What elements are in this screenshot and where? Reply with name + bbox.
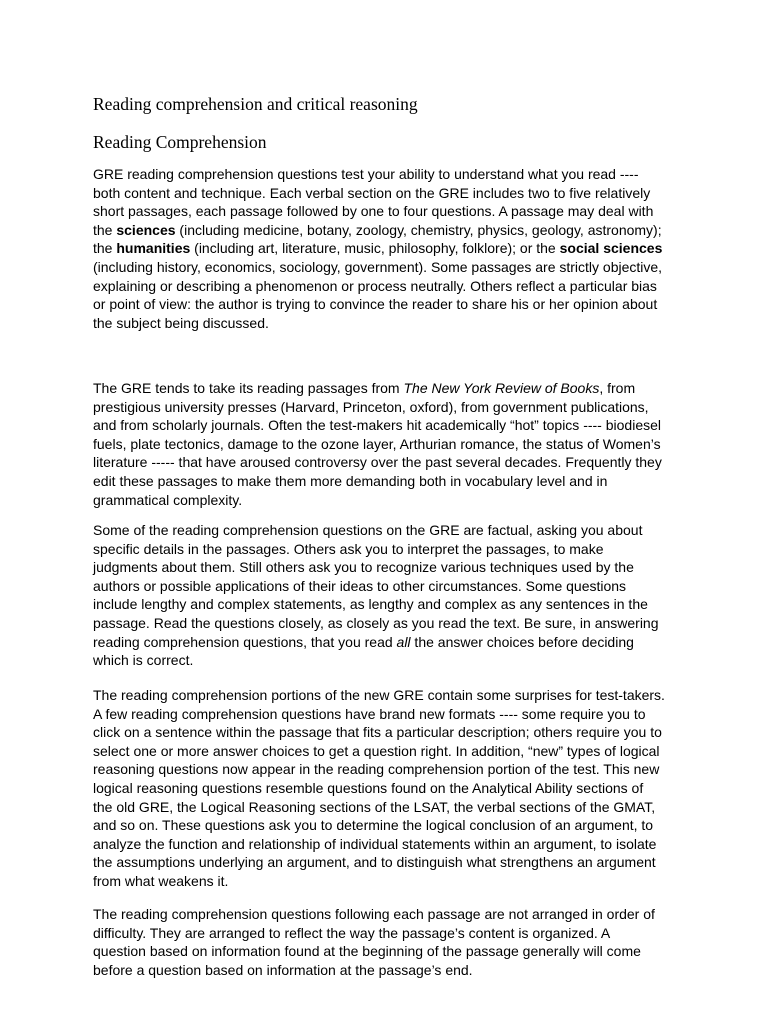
text-line: and so on. These questions ask you to determine the logical conclusion of an argument, to [93, 817, 654, 834]
text-run: (including medicine, botany, zoology, chemistry, physics, geology, astronomy); [175, 221, 662, 238]
text-line: or point of view: the author is trying to convince the reader to share his or her opinion about [93, 296, 658, 313]
italic-emphasis: all [396, 633, 411, 650]
text-line: edit these passages to make them more demanding both in vocabulary level and in [93, 472, 608, 489]
text-line: The reading comprehension portions of the new GRE contain some surprises for test-takers. [93, 687, 665, 703]
text-line: question based on information found at the beginning of the passage generally will come [93, 943, 641, 960]
text-run: reading comprehension questions, that you read [93, 633, 397, 650]
text-line: authors or possible applications of their ideas to other circumstances. Some questions [93, 577, 627, 594]
text-line: click on a sentence within the passage that fits a particular description; others require you to [93, 724, 662, 741]
text-line: select one or more answer choices to get a question right. In addition, “new” types of logical [93, 742, 660, 759]
paragraph-order [93, 905, 681, 979]
text-line: before a question based on information at the passage’s end. [93, 961, 473, 978]
text-line: the assumptions underlying an argument, and to distinguish what strengthens an argument [93, 854, 656, 871]
bold-term-sciences: sciences [116, 221, 176, 238]
text-line [93, 633, 681, 652]
text-line: from what weakens it. [93, 872, 229, 889]
text-run: The GRE tends to take its reading passages from [93, 380, 404, 396]
text-line: specific details in the passages. Others ask you to interpret the passages, to make [93, 540, 604, 557]
text-line [93, 221, 681, 240]
text-line: fuels, plate tectonics, damage to the ozone layer, Arthurian romance, the status of Women’s [93, 435, 661, 452]
paragraph-intro [93, 165, 681, 332]
text-line: include lengthy and complex statements, as lengthy and complex as any sentences in the [93, 596, 648, 613]
text-line: passage. Read the questions closely, as closely as you read the text. Be sure, in answering [93, 614, 659, 631]
paragraph-sources [93, 379, 681, 509]
main-heading: Reading comprehension and critical reasoning [93, 94, 418, 114]
text-line: difficulty. They are arranged to reflect the way the passage’s content is organized. A [93, 924, 611, 941]
text-line: analyze the function and relationship of individual statements within an argument, to isolate [93, 835, 657, 852]
text-line: Some of the reading comprehension questions on the GRE are factual, asking you about [93, 522, 643, 538]
text-line: The reading comprehension questions following each passage are not arranged in order of [93, 906, 655, 922]
text-line: which is correct. [93, 652, 194, 669]
text-line: A few reading comprehension questions have brand new formats ---- some require you to [93, 705, 646, 722]
text-run: the answer choices before deciding [410, 633, 634, 650]
text-line: logical reasoning questions resemble questions found on the Analytical Ability sections of [93, 779, 644, 796]
text-line: reasoning questions now appear in the reading comprehension portion of the test. This new [93, 761, 660, 778]
text-line: (including history, economics, sociology, government). Some passages are strictly objective, [93, 258, 663, 275]
text-line: the old GRE, the Logical Reasoning sections of the LSAT, the verbal sections of the GMAT, [93, 798, 656, 815]
bold-term-humanities: humanities [116, 240, 191, 257]
italic-title: The New York Review of Books [403, 380, 600, 396]
text-line: short passages, each passage followed by one to four questions. A passage may deal with [93, 203, 654, 220]
section-heading: Reading Comprehension [93, 132, 267, 152]
text-run: the [93, 240, 117, 257]
text-line: both content and technique. Each verbal section on the GRE includes two to five relatively [93, 184, 651, 201]
text-line: explaining or describing a phenomenon or process neutrally. Others reflect a particular bias [93, 277, 657, 294]
text-line [93, 379, 681, 398]
paragraph-question-types [93, 521, 681, 670]
text-line: grammatical complexity. [93, 491, 243, 508]
text-line: and from scholarly journals. Often the test-makers hit academically “hot” topics ---- biodiesel [93, 417, 661, 434]
text-run: (including art, literature, music, philosophy, folklore); or the [190, 240, 560, 257]
text-line: literature ----- that have aroused controversy over the past several decades. Frequently they [93, 454, 662, 471]
text-line: GRE reading comprehension questions test your ability to understand what you read ---- [93, 166, 639, 182]
text-run: the [93, 221, 117, 238]
text-run: , from [599, 380, 636, 396]
paragraph-new-formats [93, 686, 681, 891]
text-line: prestigious university presses (Harvard, Princeton, oxford), from government publications, [93, 398, 649, 415]
text-line [93, 239, 681, 258]
text-line: judgments about them. Still others ask you to recognize various techniques used by the [93, 559, 634, 576]
bold-term-social-sciences: social sciences [559, 240, 663, 257]
text-line: the subject being discussed. [93, 314, 269, 331]
